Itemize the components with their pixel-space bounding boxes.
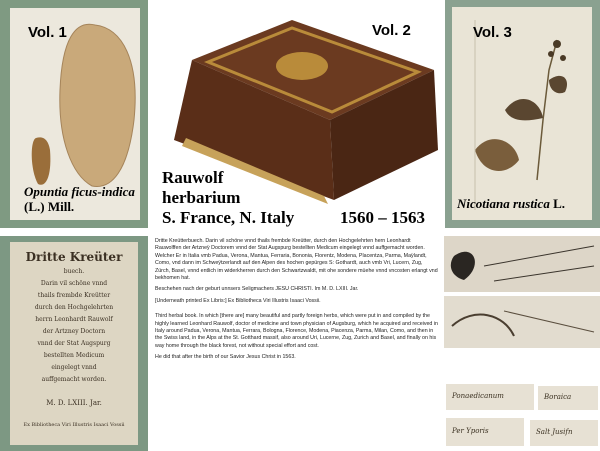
- vol3-panel: [445, 0, 600, 228]
- vol1-caption: [24, 184, 148, 214]
- title-page-line: vnnd der Stat Augspurg: [37, 340, 111, 347]
- handwritten-label: Ponaedicanum: [452, 392, 504, 400]
- ex-libris-note: [Underneath printed Ex Libris:] Ex Bibliotheca Viri Illustris Isaaci Vossii.: [155, 297, 321, 304]
- label-slip: [530, 420, 598, 446]
- vol3-label: Vol. 3: [473, 24, 512, 41]
- detail-panel: [444, 236, 600, 451]
- vol2-title-line2: herbarium: [162, 188, 241, 207]
- german-date: Beschehen nach der geburt unnsers Seligmachers JESU CHRISTI. Im M. D. LXIII. Jar.: [155, 286, 359, 293]
- handwritten-label: Boraica: [544, 393, 572, 401]
- vol1-panel: [0, 0, 148, 228]
- vol2-title: [162, 168, 294, 228]
- label-slip: [538, 386, 598, 410]
- title-page-panel: [0, 236, 148, 451]
- handwritten-label: Per Yporis: [452, 427, 489, 435]
- label-slip: [446, 418, 524, 446]
- vol1-author: (L.) Mill.: [24, 199, 75, 214]
- title-page-line: auffgemacht worden.: [41, 376, 107, 383]
- vol2-label: Vol. 2: [372, 22, 411, 39]
- title-page-heading: Dritte Kreüter: [25, 250, 123, 264]
- vol3-author: L.: [553, 196, 565, 211]
- vol2-title-line1: Rauwolf: [162, 168, 224, 187]
- specimen-detail-image: [444, 236, 600, 348]
- title-page-line: durch den Hochgelehrten: [34, 304, 114, 311]
- label-slip: [446, 384, 534, 410]
- vol2-panel: [152, 0, 441, 228]
- vol1-species: Opuntia ficus-indica: [24, 184, 135, 199]
- title-page-line: herrn Leonhardt Rauwolf: [35, 316, 113, 323]
- english-translation: Third herbal book. In which [there are] many beautiful and partly foreign herbs, which were put in and compiled by the highly learned Leonhard Rauwolf, doctor of medicine and town physician of Augsburg, which he acquired and received in Italy around Padua, Verona, Mantua, Ferrara, Bologna, Florence, Modena, Piacenza, Parma, Milan, Como, and then in the Swiss land, in the Alps at the St. Gotthard massif, also around Uri, Lucerne, Zug, Zurich and Basel, and finally on his way home through the black forest, not without special effort and cost.: [155, 313, 438, 349]
- vol3-caption: [457, 196, 599, 211]
- nicotiana-specimen-image: [445, 0, 600, 228]
- handwritten-label: Salt Jusifn: [536, 428, 573, 436]
- title-page-line: eingelegt vnnd: [51, 364, 97, 371]
- vol3-species: Nicotiana rustica: [457, 196, 550, 211]
- vol1-label: Vol. 1: [28, 24, 67, 41]
- vol2-title-line3: S. France, N. Italy: [162, 208, 295, 227]
- german-transcription: Dritte Kreütterbuech. Darin vil schöne vnnd thails frembde Kreütter, durch den Hochgelehrten hern Leonhardt Rauwolffen der Artzneÿ Doctorem vnnd der Stat Augspurg bestellten Medicum eingelegt vnnd auffgemacht worden. Welcher Er in Italia vmb Padua, Verona, Mantua, Ferraria, Bononia, Florentz, Modena, Placentza, Parma, Maÿlandt, Como, vnd dann im Schweÿtzerlandt auf den Alpen des hochen gepürges S: Gothardt, auch vmb Vri, Lucern, Zug, Zürch, Basel, vnnd entlich im widerkherren durch den Schwartzwaldt, mit ohe sondere müehe vnnd vncosten erlangt vnd bekhomen hat.: [155, 238, 438, 282]
- ex-libris-stamp: Ex Bibliotheca Viri Illustris Isaaci Vossii: [23, 422, 125, 428]
- title-page-line: bestellten Medicum: [43, 352, 105, 359]
- title-page-line: der Artzney Doctorn: [42, 328, 106, 335]
- title-page-line: thails frembde Kreütter: [37, 292, 111, 299]
- title-page-date: M. D. LXIII. Jar.: [46, 399, 102, 407]
- title-page-line: buech.: [63, 268, 85, 275]
- transcription-text: [155, 238, 438, 451]
- english-date: He did that after the birth of our Savior Jesus Christ in 1563.: [155, 354, 296, 361]
- title-page-line: Darin vil schöne vnnd: [40, 280, 108, 287]
- vol2-years: 1560 – 1563: [340, 208, 425, 227]
